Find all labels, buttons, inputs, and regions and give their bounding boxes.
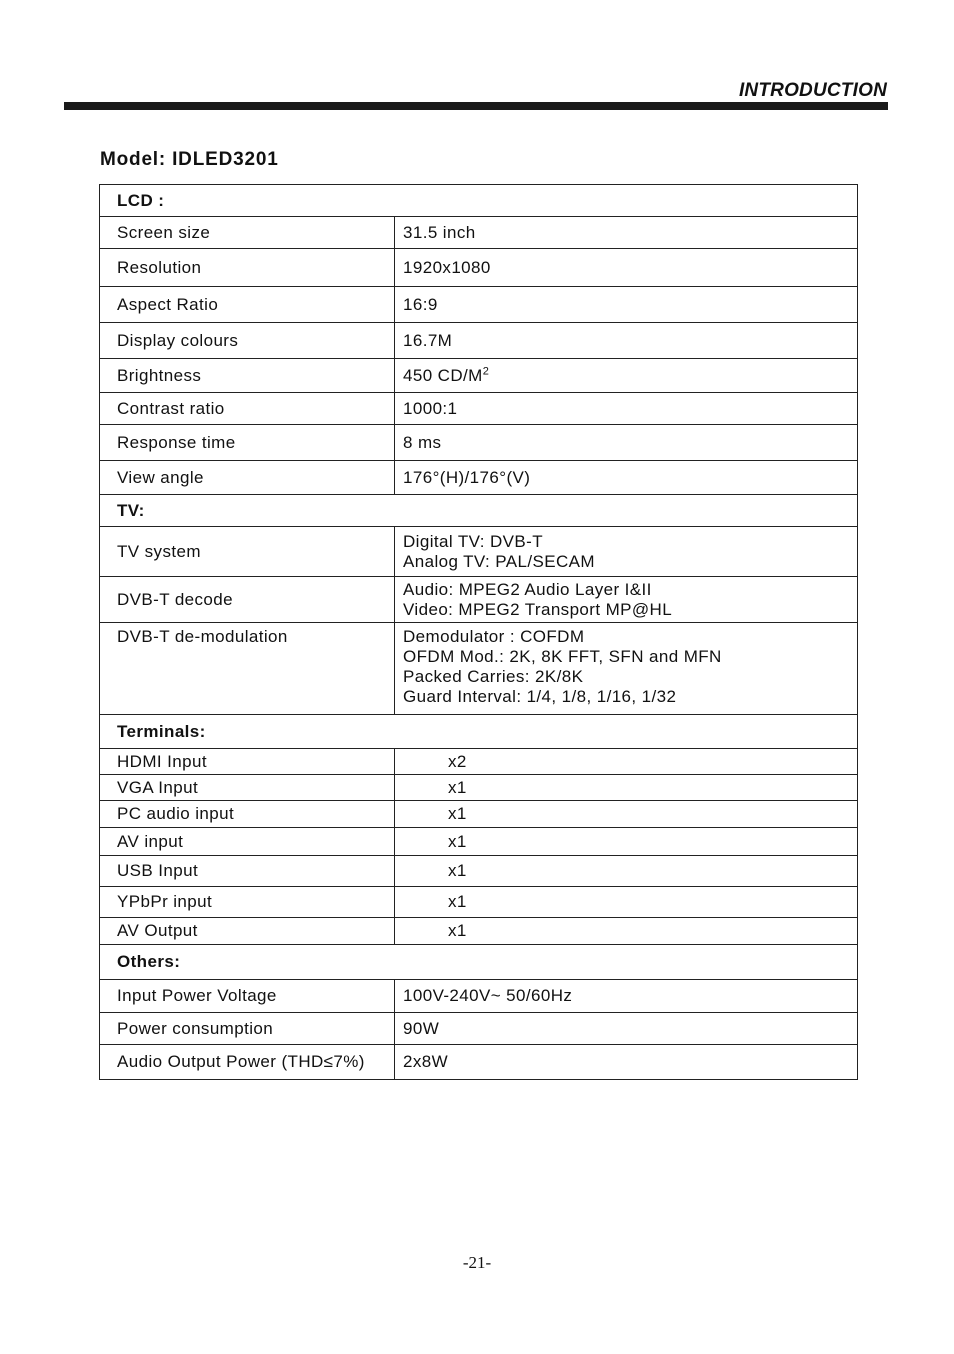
spec-label: Display colours	[100, 323, 395, 359]
table-row	[100, 393, 858, 425]
page-number: -21-	[462, 1253, 492, 1272]
table-row	[100, 217, 858, 249]
spec-label: Response time	[100, 425, 395, 461]
spec-label: Contrast ratio	[100, 393, 395, 425]
spec-value: x1	[395, 887, 858, 918]
spec-value: 90W	[395, 1013, 858, 1045]
spec-label: Resolution	[100, 249, 395, 287]
table-row	[100, 461, 858, 495]
spec-label: DVB-T decode	[100, 577, 395, 623]
spec-label: HDMI Input	[100, 749, 395, 775]
section-header-title: INTRODUCTION	[738, 80, 887, 101]
table-row	[100, 828, 858, 856]
spec-label: PC audio input	[100, 801, 395, 828]
spec-label: Screen size	[100, 217, 395, 249]
spec-label: DVB-T de-modulation	[100, 623, 395, 715]
spec-table	[99, 184, 858, 1080]
table-row	[100, 527, 858, 577]
lcd-heading: LCD :	[100, 185, 858, 217]
spec-value: 1000:1	[395, 393, 858, 425]
brightness-value: 450 CD/M	[403, 365, 483, 385]
spec-value: x1	[395, 775, 858, 801]
spec-label: Aspect Ratio	[100, 287, 395, 323]
spec-label: View angle	[100, 461, 395, 495]
tv-system-line: Digital TV: DVB-T	[403, 531, 543, 551]
table-row	[100, 775, 858, 801]
spec-value: 31.5 inch	[395, 217, 858, 249]
terminals-heading: Terminals:	[100, 715, 858, 749]
tv-heading: TV:	[100, 495, 858, 527]
brightness-superscript: 2	[482, 364, 490, 377]
lcd-heading-row	[100, 185, 858, 217]
others-heading: Others:	[100, 945, 858, 980]
table-row	[100, 980, 858, 1013]
header-rule	[64, 102, 888, 110]
spec-value	[395, 623, 858, 715]
table-row	[100, 801, 858, 828]
dvbt-decode-line: Audio: MPEG2 Audio Layer I&II	[403, 579, 652, 599]
spec-value: x1	[395, 918, 858, 945]
tv-system-line: Analog TV: PAL/SECAM	[403, 551, 595, 571]
spec-value	[395, 577, 858, 623]
spec-label: VGA Input	[100, 775, 395, 801]
table-row	[100, 918, 858, 945]
table-row	[100, 856, 858, 887]
spec-value: 16.7M	[395, 323, 858, 359]
dvbt-demod-line: Demodulator : COFDM	[403, 627, 585, 646]
spec-label: AV input	[100, 828, 395, 856]
spec-value: 16:9	[395, 287, 858, 323]
spec-label: Power consumption	[100, 1013, 395, 1045]
dvbt-demod-line: OFDM Mod.: 2K, 8K FFT, SFN and MFN	[403, 647, 722, 666]
spec-label: AV Output	[100, 918, 395, 945]
spec-value: 100V-240V~ 50/60Hz	[395, 980, 858, 1013]
spec-value: x1	[395, 856, 858, 887]
terminals-heading-row	[100, 715, 858, 749]
table-row	[100, 287, 858, 323]
table-row	[100, 749, 858, 775]
table-row	[100, 425, 858, 461]
spec-label: Brightness	[100, 359, 395, 393]
spec-value: x2	[395, 749, 858, 775]
spec-value: 176°(H)/176°(V)	[395, 461, 858, 495]
spec-value: 8 ms	[395, 425, 858, 461]
spec-label: TV system	[100, 527, 395, 577]
spec-label: USB Input	[100, 856, 395, 887]
spec-value: x1	[395, 828, 858, 856]
spec-label: Audio Output Power (THD≤7%)	[100, 1045, 395, 1080]
model-title: Model: IDLED3201	[100, 149, 279, 170]
spec-value: x1	[395, 801, 858, 828]
table-row	[100, 359, 858, 393]
spec-label: Input Power Voltage	[100, 980, 395, 1013]
tv-heading-row	[100, 495, 858, 527]
spec-value: 1920x1080	[395, 249, 858, 287]
table-row	[100, 1045, 858, 1080]
table-row	[100, 887, 858, 918]
dvbt-demod-line: Packed Carries: 2K/8K	[403, 667, 584, 686]
dvbt-demod-line: Guard Interval: 1/4, 1/8, 1/16, 1/32	[403, 687, 677, 706]
others-heading-row	[100, 945, 858, 980]
table-row	[100, 249, 858, 287]
spec-value	[395, 527, 858, 577]
table-row	[100, 323, 858, 359]
spec-value: 2x8W	[395, 1045, 858, 1080]
table-row	[100, 577, 858, 623]
spec-label: YPbPr input	[100, 887, 395, 918]
dvbt-decode-line: Video: MPEG2 Transport MP@HL	[403, 599, 673, 619]
table-row	[100, 1013, 858, 1045]
table-row	[100, 623, 858, 715]
spec-value	[395, 359, 858, 393]
